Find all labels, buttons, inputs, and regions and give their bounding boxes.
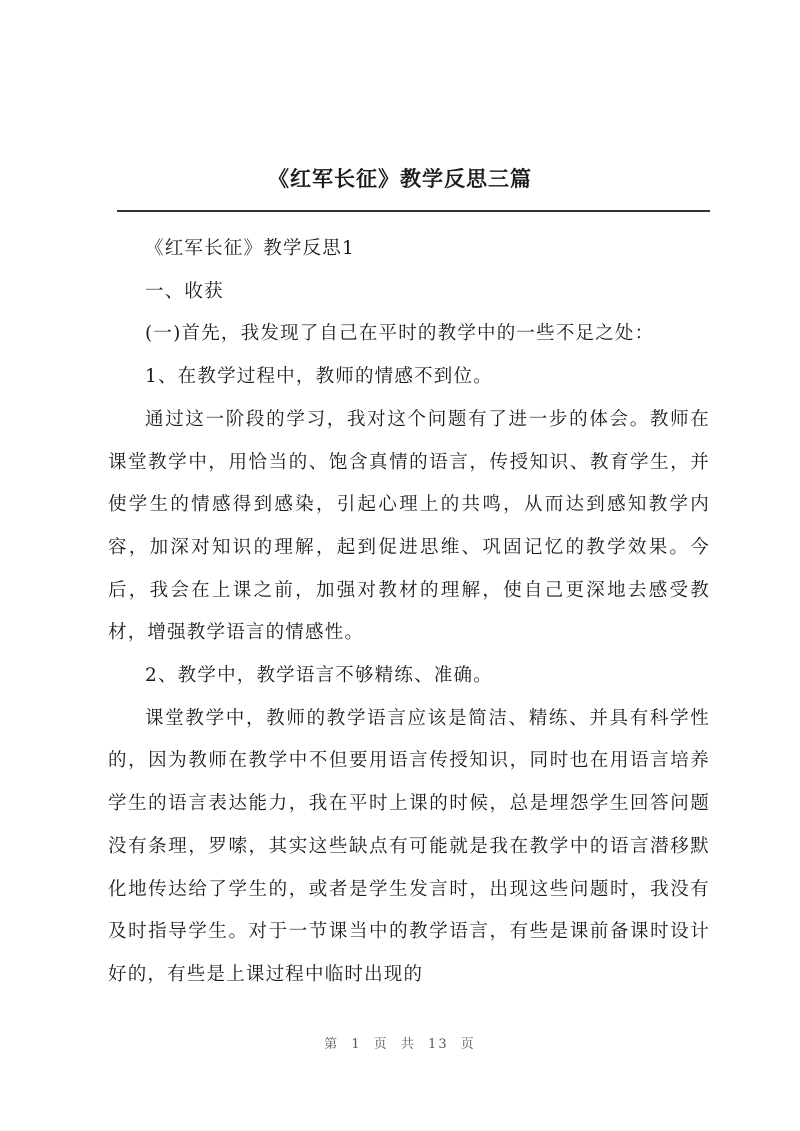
page-footer: 第 1 页 共 13 页 [324,1037,476,1052]
paragraph-point-1: 1、在教学过程中，教师的情感不到位。 [145,366,493,388]
title-divider [117,210,710,212]
document-body [108,228,710,997]
paragraph-subsection: (一)首先，我发现了自己在平时的教学中的一些不足之处： [145,323,655,345]
paragraph-body-2: 课堂教学中，教师的教学语言应该是简洁、精练、并具有科学性的，因为教师在教学中不但要用语言传授知识，同时也在用语言培养学生的语言表达能力，我在平时上课的时候，总是埋怨学生回答问题没有条理，罗嗦，其实这些缺点有可能就是我在教学中的语言潜移默化地传达给了学生的，或者是学生发言时，出现这些问题时，我没有及时指导学生。对于一节课当中的教学语言，有些是课前备课时设计好的，有些是上课过程中临时出现的 [108,707,710,985]
paragraph-body-1: 通过这一阶段的学习，我对这个问题有了进一步的体会。教师在课堂教学中，用恰当的、饱含真情的语言，传授知识、教育学生，并使学生的情感得到感染，引起心理上的共鸣，从而达到感知教学内容，加深对知识的理解，起到促进思维、巩固记忆的教学效果。今后，我会在上课之前，加强对教材的理解，使自己更深地去感受教材，增强教学语言的情感性。 [108,408,710,644]
paragraph-section: 一、收获 [145,280,224,302]
page-title: 《红军长征》教学反思三篇 [268,167,532,191]
paragraph-heading: 《红军长征》教学反思1 [145,238,355,259]
paragraph-point-2: 2、教学中，教学语言不够精练、准确。 [145,665,493,687]
